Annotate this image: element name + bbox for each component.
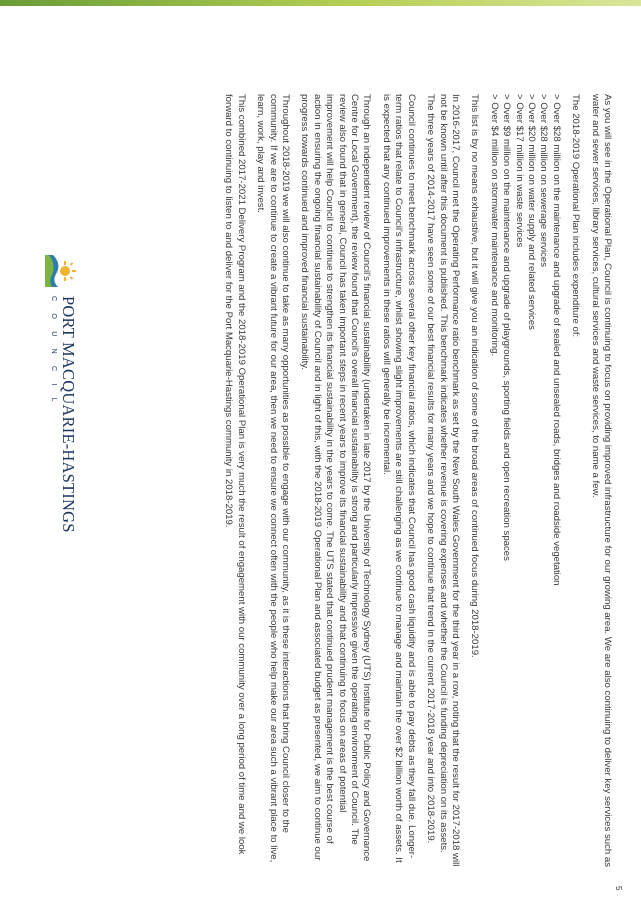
ratios-paragraph: Council continues to meet benchmark across several other key financial ratios, which indicates that Council has good cash liquidity and is able to pay debts as they fall due. Longer-term ratios that relate to Council's infrastructure, whilst showing slight improvements are still challenging as we continue to manage and maintain the over $2 billion worth of assets. It is expected that any continued improvements in these ratios will generally be incremental. [380, 94, 417, 863]
expenditure-lead: The 2018-2019 Operational Plan includes expenditure of: [570, 94, 582, 338]
review-paragraph: Through an independent review of Council's financial sustainability (undertaken in late 2017 by the University of Technology Sydney (UTS) Institute for Public Policy and Governance Centre for Local Government), the review found that Council's overall financial sustainability is strong and particularly impressive given the operating environment of Council. The review also found that in general, Council has taken important steps in recent years to improve its financial sustainability and that continuing to focus on areas of potential improvement will help Council to continue to strengthen its financial sustainability in the years to come. The UTS stated that continued prudent management is the best course of action in ensuring the ongoing financial sustainability of Council and in light of this, with the 2018-2019 Operational Plan and associated budget as presented, we aim to continue our progress towards continued and improved financial sustainability. [299, 94, 373, 862]
sun-hills-logo-icon [45, 254, 77, 288]
expenditure-list [487, 94, 561, 870]
list-item: > Over $17 million in waste services [513, 94, 525, 248]
page-number: 5 [614, 886, 623, 891]
list-item: > Over $4 million on stormwater maintenance and monitoring. [488, 94, 500, 357]
intro-paragraph: As you will see in the Operational Plan, Council is continuing to focus on providing improved infrastructure for our growing area. We are also continuing to deliver key services such as water and sewer services, library services, cultural services and waste services, to name a few. [589, 94, 613, 868]
logo-name: PORT MACQUARIE-HASTINGS [59, 296, 78, 533]
council-logo [41, 254, 81, 533]
focus-paragraph: This list is by no means exhaustive, but it will give you an indication of some of the broad areas of continued focus during 2018-2019. [469, 94, 481, 658]
list-item: > Over $28 million on sewerage services [538, 94, 550, 268]
list-item: > Over $9 million on the maintenance and upgrade of playgrounds, sporting fields and open recreation spaces [501, 94, 513, 561]
engagement-paragraph: Throughout 2018-2019 we will also continue to take as many opportunities as possible to engage with our community, as it is these interactions that bring Council closer to the community. If we are to continue to create a vibrant future for our area, then we need to ensure we connect often with the people who help make our area such a vibrant place to live, learn, work, play and invest. [255, 94, 292, 863]
logo-subtitle: C O U N C I L [50, 296, 57, 407]
performance-paragraph: In 2016-2017, Council met the Operating Performance ratio benchmark as set by the New South Wales Government for the third year in a row, noting that the result for 2017-2018 will not be known until after this document is published. This benchmark indicates whether revenue is covering expenses and whether the Council is funding depreciation on its assets. The three years of 2014-2017 have seen some of our best financial results for many years and we hope to continue that trend in the current 2017-2018 year and into 2018-2019. [425, 94, 461, 867]
list-item: > Over $28 million on the maintenance and upgrade of sealed and unsealed roads, bridges and roadside vegetation [550, 94, 562, 586]
list-item: > Over $20 million on water supply and related services [525, 94, 537, 330]
closing-paragraph: This combined 2017-2021 Delivery Program and the 2018-2019 Operational Plan is very much the result of engagement with our community over a long period of time and we look forward to continuing to listen to and deliver for the Port Macquarie-Hastings community in 2018-2019. [223, 94, 247, 855]
body-content [215, 94, 613, 870]
